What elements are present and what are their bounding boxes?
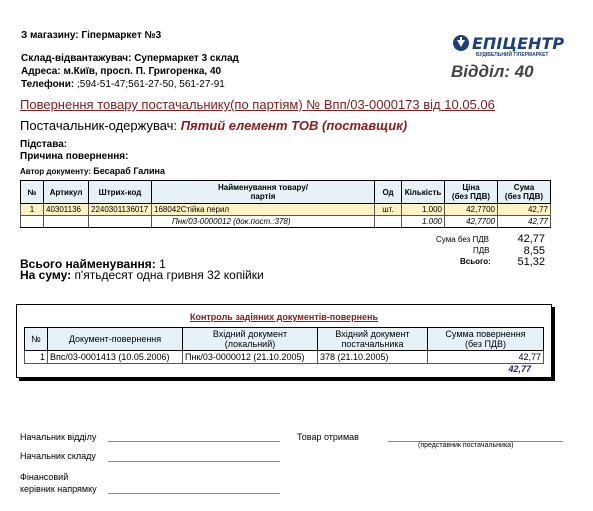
- return-control-table: [24, 327, 544, 364]
- ctrl-col-sum: Сумма повернення (без ПДВ): [428, 328, 544, 351]
- total-no-vat-value: 42,77: [517, 233, 545, 245]
- author-value: Бесараб Галина: [93, 166, 165, 176]
- sig-warehouse-head-label: Начальник складу: [20, 451, 96, 461]
- phones-value: ;594-51-47;561-27-50, 561-27-91: [76, 79, 225, 90]
- col-price: Ціна (без ПДВ): [445, 181, 498, 204]
- vat-value: 8,55: [523, 245, 545, 257]
- amount-words-line: [20, 268, 264, 282]
- table-row: [25, 351, 544, 364]
- cell-qty: 1.000: [402, 204, 445, 216]
- grand-total-label: Всього:: [460, 257, 491, 266]
- document-number: № Впп/03-0000173: [306, 97, 420, 112]
- warehouse-value: Супермаркет 3 склад: [134, 53, 239, 64]
- store-label: З магазину:: [21, 30, 79, 41]
- ctrl-col-supplier: Вхідний документ постачальника: [318, 328, 428, 351]
- col-num: №: [21, 181, 44, 204]
- ctrl-cell-doc: Впс/03-0001413 (10.05.2006): [48, 351, 183, 364]
- sig-dept-head-line: [108, 441, 280, 442]
- ctrl-cell-sum: 42,77: [428, 351, 544, 364]
- sig-supplier-rep-label: (представник постачальника): [418, 442, 514, 449]
- ctrl-cell-num: 1: [25, 351, 48, 364]
- warehouse-label: Склад-відвантажувач:: [21, 53, 132, 64]
- return-control-box: [16, 304, 552, 378]
- batch-row: [21, 216, 551, 228]
- vat-label: ПДВ: [473, 246, 490, 255]
- col-sum: Сума (без ПДВ): [498, 181, 551, 204]
- recipient-label: Постачальник-одержувач:: [20, 118, 178, 133]
- sig-finance-label-2: керівник напрямку: [20, 484, 97, 494]
- items-count-value: 1: [159, 257, 166, 271]
- logo-name: ЕПІЦЕНТР: [472, 33, 565, 53]
- author-line: [20, 166, 165, 176]
- goods-table: [20, 180, 551, 228]
- cell-unit: шт.: [375, 204, 402, 216]
- cell-article: 40301136: [44, 204, 89, 216]
- cell-name: 168042Стійка перил: [152, 204, 375, 216]
- batch-qty: 1.000: [402, 216, 445, 228]
- store-value: Гіпермаркет №3: [81, 30, 162, 41]
- sig-dept-head-label: Начальник відділу: [20, 432, 97, 442]
- sig-finance-label-1: Фінансовий: [20, 472, 69, 482]
- ctrl-cell-supplier: 378 (21.10.2005): [318, 351, 428, 364]
- cell-num: 1: [21, 204, 44, 216]
- logo-subtitle: БУДІВЕЛЬНИЙ ГІПЕРМАРКЕТ: [476, 52, 549, 58]
- recipient-line: [20, 118, 407, 133]
- col-article: Артикул: [44, 181, 89, 204]
- control-total: 42,77: [508, 364, 531, 374]
- ctrl-col-num: №: [25, 328, 48, 351]
- amount-words-label: На суму:: [20, 268, 72, 282]
- total-no-vat-label: Сума без ПДВ: [436, 235, 490, 244]
- phones-label: Телефони:: [21, 79, 75, 90]
- batch-sum: 42,77: [498, 216, 551, 228]
- col-barcode: Штрих-код: [89, 181, 152, 204]
- batch-name: Пнк/03-0000012 (док.пост.:378): [152, 216, 375, 228]
- cell-price: 42,7700: [445, 204, 498, 216]
- warehouse-line: [21, 53, 239, 64]
- recipient-value: Пятий елемент ТОВ (постaвщик): [180, 118, 408, 133]
- sig-warehouse-head-line: [108, 461, 280, 462]
- phones-line: [21, 79, 225, 90]
- amount-words-value: п'ятьдесят одна гривня 32 копійки: [74, 268, 264, 282]
- col-name: Найменування товару/ партія: [152, 181, 375, 204]
- address-value: м.Київ, просп. П. Григоренка, 40: [63, 66, 222, 77]
- grand-total-value: 51,32: [517, 256, 545, 268]
- batch-price: 42,7700: [445, 216, 498, 228]
- department-label: Відділ: 40: [451, 62, 534, 81]
- address-label: Адреса:: [21, 66, 61, 77]
- goods-table-header: [21, 181, 551, 204]
- sig-finance-line: [108, 493, 280, 494]
- ctrl-col-local: Вхідний документ (локальний): [183, 328, 318, 351]
- document-date: 10.05.06: [444, 97, 495, 112]
- col-qty: Кількість: [402, 181, 445, 204]
- sig-received-label: Товар отримав: [297, 432, 359, 442]
- author-label: Автор документу:: [20, 167, 92, 176]
- ctrl-col-doc: Документ-повернення: [48, 328, 183, 351]
- control-table-header: [25, 328, 544, 351]
- return-control-title: Контроль задіяних документів-повернень: [189, 312, 379, 322]
- document-from: від: [423, 97, 441, 112]
- table-row: [21, 204, 551, 216]
- items-count-label: Всього найменування:: [20, 257, 156, 271]
- document-title: [20, 97, 495, 112]
- ctrl-cell-local: Пнк/03-0000012 (21.10.2005): [183, 351, 318, 364]
- col-unit: Од: [375, 181, 402, 204]
- company-logo: [452, 33, 564, 53]
- reason-label: Причина повернення:: [20, 151, 129, 162]
- basis-label: Підстава:: [20, 139, 68, 150]
- cell-sum: 42,77: [498, 204, 551, 216]
- epicenter-logo-icon: [452, 34, 470, 52]
- store-line: [21, 30, 161, 41]
- document-title-text: Повернення товару постачальнику(по партіям): [20, 97, 303, 112]
- address-line: [21, 66, 221, 77]
- cell-barcode: 2240301136017: [89, 204, 152, 216]
